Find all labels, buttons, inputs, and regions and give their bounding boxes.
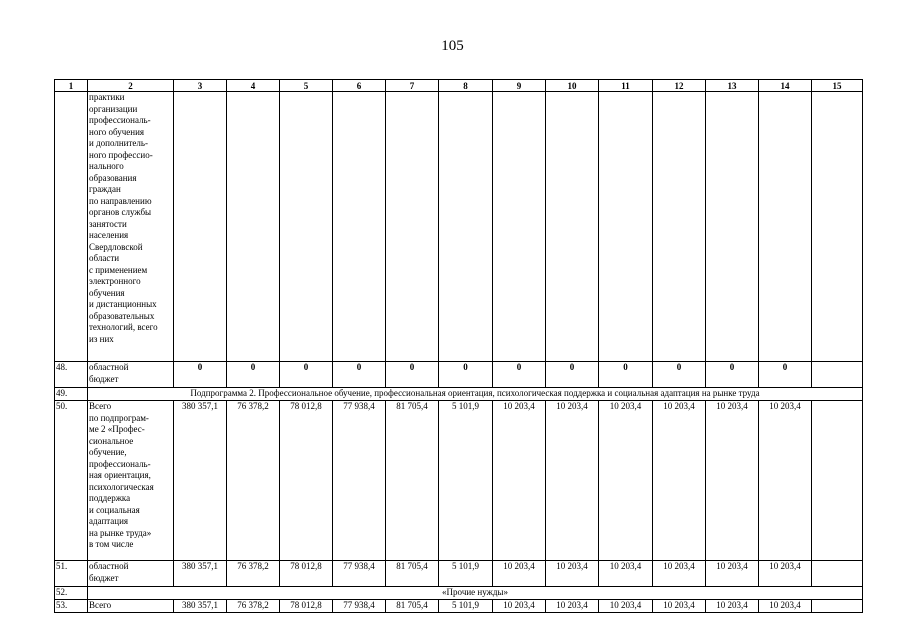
value-cell: 10 203,4 bbox=[493, 401, 546, 561]
table-row bbox=[55, 388, 863, 401]
row-number: 53. bbox=[55, 600, 88, 613]
value-cell: 380 357,1 bbox=[174, 401, 227, 561]
value-cell: 76 378,2 bbox=[227, 600, 280, 613]
row-name bbox=[88, 600, 174, 613]
value-cell: 380 357,1 bbox=[174, 600, 227, 613]
value-cell bbox=[812, 600, 863, 613]
row-number: 51. bbox=[55, 561, 88, 587]
value-cell: 10 203,4 bbox=[653, 600, 706, 613]
section-title: Подпрограмма 2. Профессиональное обучение, профессиональная ориентация, психологическая поддержка и социальная адаптация на рынке труда bbox=[88, 388, 863, 401]
header-cell: 9 bbox=[493, 80, 546, 92]
header-cell: 8 bbox=[439, 80, 493, 92]
header-cell: 2 bbox=[88, 80, 174, 92]
value-cell bbox=[759, 92, 812, 362]
value-cell: 77 938,4 bbox=[333, 401, 386, 561]
value-cell: 10 203,4 bbox=[546, 561, 599, 587]
header-cell: 13 bbox=[706, 80, 759, 92]
value-cell bbox=[812, 561, 863, 587]
value-cell: 0 bbox=[174, 362, 227, 388]
budget-table bbox=[54, 79, 863, 613]
value-cell: 10 203,4 bbox=[759, 561, 812, 587]
value-cell: 0 bbox=[546, 362, 599, 388]
header-cell: 12 bbox=[653, 80, 706, 92]
value-cell bbox=[280, 92, 333, 362]
value-cell: 10 203,4 bbox=[759, 600, 812, 613]
value-cell: 0 bbox=[759, 362, 812, 388]
row-name-text: практики организации профессиональ- ного обучения и дополнитель- ного профессио- нального образования граждан по направлению органов службы занятости населения Свердловской области с применением электронного обучения и дистанционных образовательных технологий, всего из них bbox=[89, 92, 158, 344]
value-cell bbox=[174, 92, 227, 362]
header-cell: 11 bbox=[599, 80, 653, 92]
value-cell: 78 012,8 bbox=[280, 401, 333, 561]
row-name bbox=[88, 362, 174, 388]
header-cell: 5 bbox=[280, 80, 333, 92]
value-cell: 76 378,2 bbox=[227, 401, 280, 561]
value-cell bbox=[812, 92, 863, 362]
value-cell: 5 101,9 bbox=[439, 401, 493, 561]
row-number: 49. bbox=[55, 388, 88, 401]
row-number: 52. bbox=[55, 587, 88, 600]
row-number bbox=[55, 92, 88, 362]
value-cell: 0 bbox=[333, 362, 386, 388]
value-cell bbox=[599, 92, 653, 362]
value-cell: 0 bbox=[653, 362, 706, 388]
value-cell: 10 203,4 bbox=[599, 561, 653, 587]
table-row bbox=[55, 401, 863, 561]
header-cell: 10 bbox=[546, 80, 599, 92]
table-row bbox=[55, 362, 863, 388]
value-cell: 10 203,4 bbox=[653, 401, 706, 561]
value-cell: 10 203,4 bbox=[706, 401, 759, 561]
value-cell: 10 203,4 bbox=[493, 600, 546, 613]
value-cell: 81 705,4 bbox=[386, 561, 439, 587]
value-cell: 0 bbox=[227, 362, 280, 388]
header-row bbox=[55, 80, 863, 92]
value-cell: 0 bbox=[280, 362, 333, 388]
value-cell bbox=[333, 92, 386, 362]
page-number: 105 bbox=[441, 38, 464, 54]
header-cell: 7 bbox=[386, 80, 439, 92]
value-cell: 10 203,4 bbox=[599, 401, 653, 561]
value-cell: 5 101,9 bbox=[439, 561, 493, 587]
value-cell bbox=[493, 92, 546, 362]
table-row bbox=[55, 92, 863, 362]
value-cell: 10 203,4 bbox=[493, 561, 546, 587]
value-cell bbox=[812, 362, 863, 388]
header-cell: 4 bbox=[227, 80, 280, 92]
value-cell: 81 705,4 bbox=[386, 401, 439, 561]
value-cell: 10 203,4 bbox=[759, 401, 812, 561]
value-cell bbox=[706, 92, 759, 362]
value-cell: 10 203,4 bbox=[706, 600, 759, 613]
value-cell: 0 bbox=[493, 362, 546, 388]
row-name-text: Всего по подпрограм- ме 2 «Профес- сиональное обучение, профессиональ- ная ориентация, психологическая поддержка и социальная адаптация на рынке труда» в том числе bbox=[89, 401, 154, 549]
value-cell: 77 938,4 bbox=[333, 561, 386, 587]
value-cell bbox=[812, 401, 863, 561]
table-row bbox=[55, 600, 863, 613]
table-body bbox=[55, 80, 863, 613]
value-cell: 0 bbox=[439, 362, 493, 388]
value-cell: 78 012,8 bbox=[280, 561, 333, 587]
value-cell bbox=[653, 92, 706, 362]
row-name-text: Всего bbox=[89, 600, 112, 610]
row-name bbox=[88, 92, 174, 362]
row-name-text: областной бюджет bbox=[89, 561, 129, 583]
header-cell: 14 bbox=[759, 80, 812, 92]
value-cell bbox=[546, 92, 599, 362]
value-cell bbox=[439, 92, 493, 362]
header-cell: 3 bbox=[174, 80, 227, 92]
header-cell: 15 bbox=[812, 80, 863, 92]
value-cell: 10 203,4 bbox=[546, 401, 599, 561]
section-title: «Прочие нужды» bbox=[88, 587, 863, 600]
header-cell: 6 bbox=[333, 80, 386, 92]
row-number: 50. bbox=[55, 401, 88, 561]
value-cell: 10 203,4 bbox=[653, 561, 706, 587]
row-number: 48. bbox=[55, 362, 88, 388]
value-cell: 10 203,4 bbox=[546, 600, 599, 613]
table-row bbox=[55, 587, 863, 600]
row-name bbox=[88, 401, 174, 561]
table-row bbox=[55, 561, 863, 587]
value-cell: 10 203,4 bbox=[706, 561, 759, 587]
value-cell: 0 bbox=[599, 362, 653, 388]
header-cell: 1 bbox=[55, 80, 88, 92]
value-cell: 76 378,2 bbox=[227, 561, 280, 587]
value-cell: 0 bbox=[386, 362, 439, 388]
value-cell bbox=[386, 92, 439, 362]
value-cell: 81 705,4 bbox=[386, 600, 439, 613]
value-cell: 78 012,8 bbox=[280, 600, 333, 613]
value-cell: 77 938,4 bbox=[333, 600, 386, 613]
row-name bbox=[88, 561, 174, 587]
value-cell: 10 203,4 bbox=[599, 600, 653, 613]
value-cell: 5 101,9 bbox=[439, 600, 493, 613]
value-cell bbox=[227, 92, 280, 362]
value-cell: 380 357,1 bbox=[174, 561, 227, 587]
value-cell: 0 bbox=[706, 362, 759, 388]
row-name-text: областной бюджет bbox=[89, 362, 129, 384]
